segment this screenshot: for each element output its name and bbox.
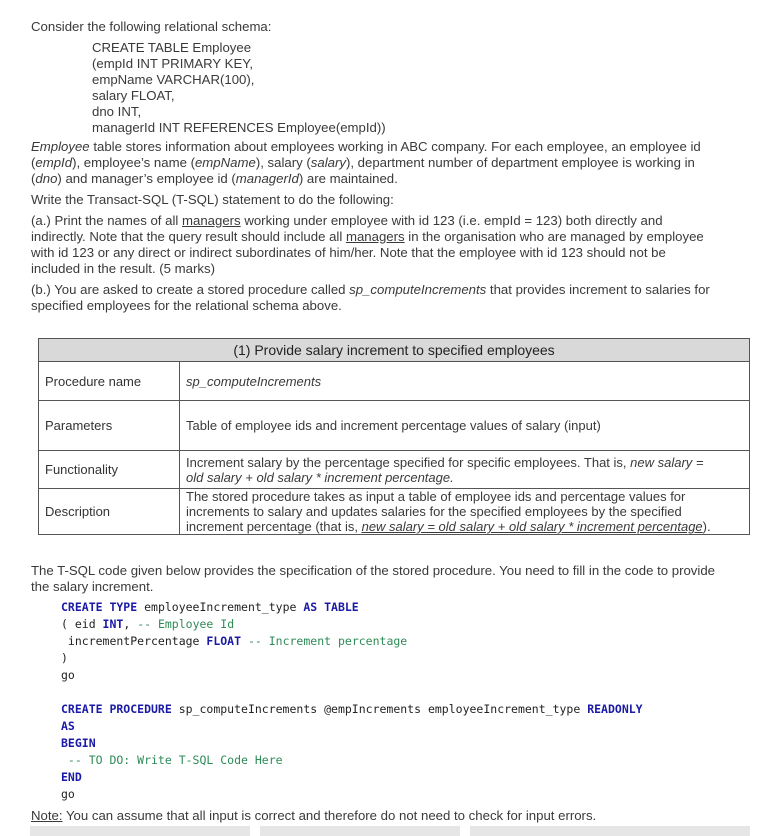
keyword: FLOAT: [206, 634, 242, 648]
code-line: AS: [61, 719, 75, 733]
text: that provides increment to salaries for: [486, 282, 710, 297]
text: ) are maintained.: [298, 171, 398, 186]
text: The stored procedure takes as input a table of employee ids and percentage values for: [186, 489, 686, 504]
term: Employee: [31, 139, 90, 154]
row-value: Table of employee ids and increment percentage values of salary (input): [180, 401, 750, 451]
code-line: BEGIN: [61, 736, 96, 750]
text: indirectly. Note that the query result should include all: [31, 229, 346, 244]
bottom-strip: [30, 826, 250, 836]
schema-line: (empId INT PRIMARY KEY,: [92, 56, 253, 71]
text: working under employee with id 123 (i.e. empId = 123) both directly and: [240, 213, 663, 228]
comment: -- Employee Id: [137, 617, 235, 631]
row-value: [180, 362, 750, 401]
qa-line: [31, 213, 761, 229]
table-header-row: [39, 339, 750, 362]
row-value: [180, 451, 750, 489]
text: (: [31, 155, 36, 170]
underlined-term: managers: [345, 229, 405, 244]
table-row: [39, 489, 750, 535]
qb-line: specified employees for the relational schema above.: [31, 298, 342, 313]
code-line: [61, 701, 643, 718]
schema-line: salary FLOAT,: [92, 88, 175, 103]
code-text: [241, 634, 248, 648]
code-line: [61, 599, 359, 616]
term: empId: [35, 155, 73, 170]
code-line: [61, 616, 234, 633]
desc-line: [31, 171, 761, 187]
text: in the organisation who are managed by employee: [404, 229, 704, 244]
qa-line: with id 123 or any direct or indirect subordinates of him/her. Note that the employee with id 123 should not be: [31, 245, 666, 260]
term: empName: [194, 155, 256, 170]
note-line: [31, 808, 761, 824]
desc-line: [31, 139, 761, 155]
code-line: -- TO DO: Write T-SQL Code Here: [61, 753, 283, 767]
schema-line: dno INT,: [92, 104, 142, 119]
table-row: [39, 401, 750, 451]
formula: new salary = old salary + old salary * increment percentage: [361, 519, 703, 534]
row-label: Parameters: [39, 401, 180, 451]
keyword: INT: [102, 617, 124, 631]
table-row: [39, 362, 750, 401]
comment: -- Increment percentage: [247, 634, 408, 648]
text: ), salary (: [255, 155, 311, 170]
row-label: Functionality: [39, 451, 180, 489]
keyword: CREATE PROCEDURE: [61, 702, 172, 716]
text: ) and manager’s employee id (: [57, 171, 236, 186]
text: (: [31, 171, 36, 186]
tsql-intro-line: The T-SQL code given below provides the specification of the stored procedure. You need to fill in the code to provide: [31, 563, 715, 578]
text: ).: [702, 519, 711, 534]
code-text: employeeIncrement_type: [137, 600, 304, 614]
text: table stores information about employees working in ABC company. For each employee, an employee id: [89, 139, 701, 154]
text: ), department number of department employee is working in: [345, 155, 695, 170]
desc-line: [31, 155, 761, 171]
row-value: [180, 489, 750, 535]
text: (b.) You are asked to create a stored procedure called: [31, 282, 350, 297]
procedure-spec-table: [38, 338, 750, 535]
text: increments to salary and updates salaries for the specified employees by the specified: [186, 504, 682, 519]
schema-line: CREATE TABLE Employee: [92, 40, 252, 55]
row-label: Description: [39, 489, 180, 535]
code-text: incrementPercentage: [61, 634, 207, 648]
keyword: AS TABLE: [303, 600, 359, 614]
code-line: [61, 633, 407, 650]
table-row: [39, 451, 750, 489]
qa-line: [31, 229, 761, 245]
text: ), employee’s name (: [72, 155, 195, 170]
code-line: go: [61, 787, 75, 801]
code-text: sp_computeIncrements @empIncrements employeeIncrement_type: [171, 702, 588, 716]
text: Increment salary by the percentage specified for specific employees. That is,: [186, 454, 631, 470]
code-line: ): [61, 651, 68, 665]
qb-line: [31, 282, 761, 298]
proc-name: sp_computeIncrements: [186, 373, 322, 389]
code-text: ( eid: [61, 617, 103, 631]
bottom-strip: [470, 826, 750, 836]
keyword: READONLY: [587, 702, 643, 716]
code-line: go: [61, 668, 75, 682]
text: increment percentage (that is,: [186, 519, 362, 534]
schema-line: empName VARCHAR(100),: [92, 72, 255, 87]
write-instruction: Write the Transact-SQL (T-SQL) statement to do the following:: [31, 192, 394, 207]
term: managerId: [235, 171, 299, 186]
underlined-term: managers: [182, 213, 241, 228]
formula: old salary + old salary * increment percentage.: [186, 469, 454, 485]
text: (a.) Print the names of all: [31, 213, 182, 228]
term: dno: [35, 171, 58, 186]
row-label: Procedure name: [39, 362, 180, 401]
formula: new salary =: [630, 454, 704, 470]
code-line: END: [61, 770, 82, 784]
term: salary: [310, 155, 346, 170]
intro-text: Consider the following relational schema:: [31, 19, 272, 34]
schema-line: managerId INT REFERENCES Employee(empId)): [92, 120, 386, 135]
qa-line: included in the result. (5 marks): [31, 261, 215, 276]
note-label: Note:: [31, 808, 63, 823]
note-text: You can assume that all input is correct and therefore do not need to check for input errors.: [62, 808, 597, 823]
keyword: CREATE TYPE: [61, 600, 138, 614]
bottom-strip: [260, 826, 460, 836]
table-header: (1) Provide salary increment to specified employees: [39, 339, 750, 362]
tsql-intro-line: the salary increment.: [31, 579, 154, 594]
code-text: ,: [123, 617, 138, 631]
term: sp_computeIncrements: [349, 282, 487, 297]
